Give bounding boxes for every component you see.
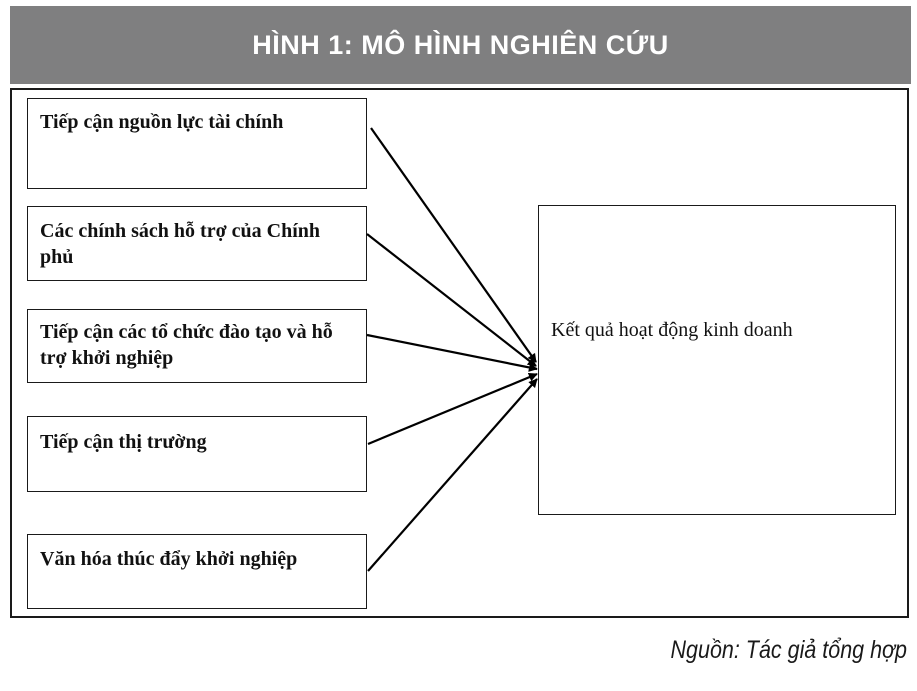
arrow-finance xyxy=(371,128,536,362)
factor-label-government-policy: Các chính sách hỗ trợ của Chính phủ xyxy=(40,220,321,268)
factor-label-training-support: Tiếp cận các tổ chức đào tạo và hỗ trợ khởi nghiệp xyxy=(40,321,333,369)
factor-label-entrepreneurial-culture: Văn hóa thúc đẩy khởi nghiệp xyxy=(40,548,298,570)
figure-title: HÌNH 1: MÔ HÌNH NGHIÊN CỨU xyxy=(252,29,669,60)
arrow-entrepreneurial-culture xyxy=(368,379,537,571)
arrow-training-support xyxy=(367,335,537,369)
outcome-label: Kết quả hoạt động kinh doanh xyxy=(551,319,793,341)
factor-label-finance: Tiếp cận nguồn lực tài chính xyxy=(40,111,284,133)
arrow-government-policy xyxy=(367,234,536,366)
source-note: Nguồn: Tác giả tổng hợp xyxy=(670,636,907,664)
factor-label-market-access: Tiếp cận thị trường xyxy=(40,431,207,453)
